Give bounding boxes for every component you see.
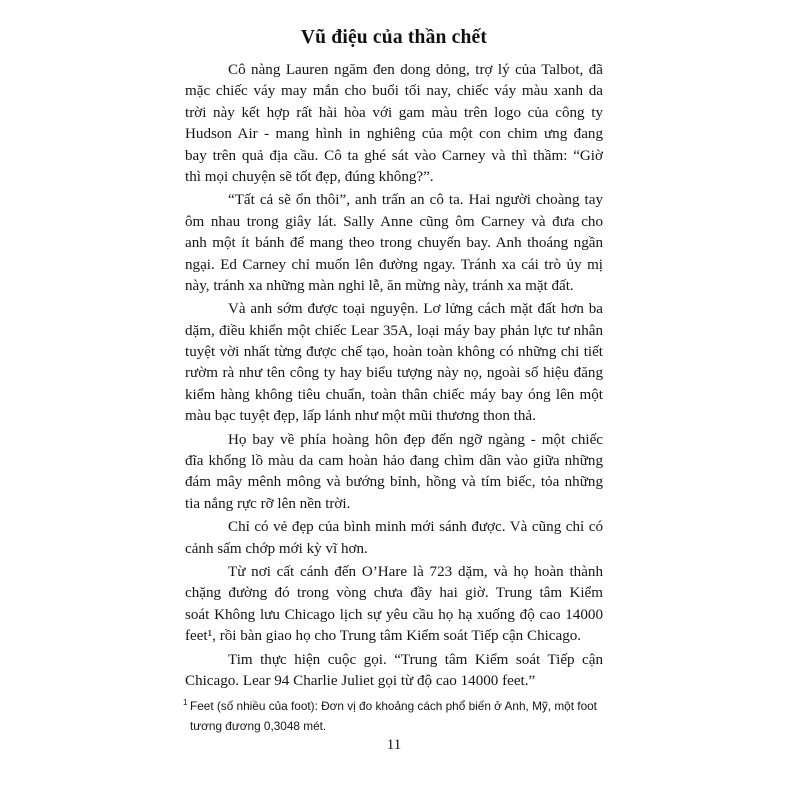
paragraph-2 [185, 190, 603, 297]
text-line: trời này kết hợp rất hài hòa với gam màu trên logo của công ty [185, 104, 603, 121]
text-line: Họ bay về phía hoàng hôn đẹp đến ngỡ ngàng - một chiếc [228, 431, 603, 448]
text-line: này, tránh xa những màn nghi lễ, ăn mừng này, tránh xa mặt đất. [185, 277, 574, 294]
footnote-line [183, 696, 603, 716]
text-line: tuyệt vời nhất từng được chế tạo, hoàn toàn không có những chi tiết [185, 344, 603, 361]
text-line: bay trên quả địa cầu. Cô ta ghé sát vào Carney và thì thầm: “Giờ [185, 147, 603, 164]
text-line: Tim thực hiện cuộc gọi. “Trung tâm Kiểm soát Tiếp cận [228, 651, 603, 668]
footnote [183, 696, 603, 736]
text-line: anh một ít bánh để mang theo trong chuyến bay. Anh thoáng ngần [185, 235, 603, 252]
text-line: thì mọi chuyện sẽ tốt đẹp, đúng không?”. [185, 168, 434, 185]
text-line: cảnh sấm chớp mới kỳ vĩ hơn. [185, 540, 368, 557]
text-line: Chỉ có vẻ đẹp của bình minh mới sánh được. Và cũng chỉ có [228, 519, 603, 536]
text-line: ngại. Ed Carney chỉ muốn lên đường ngay. Tránh xa cái trò ủy mị [185, 256, 603, 273]
text-line: tia nắng rực rỡ lên nền trời. [185, 495, 351, 512]
footnote-marker: 1 [183, 698, 188, 707]
text-line: Cô nàng Lauren ngăm đen dong dỏng, trợ lý của Talbot, đã [228, 62, 603, 78]
text-line: chặng đường đó trong vòng chưa đầy hai giờ. Trung tâm Kiểm [185, 585, 603, 602]
text-line: Chicago. Lear 94 Charlie Juliet gọi từ độ cao 14000 feet.” [185, 672, 536, 689]
text-line: ôm nhau trong giây lát. Sally Anne cũng ôm Carney và đưa cho [185, 213, 603, 230]
body-text [185, 60, 603, 694]
text-line: màu bạc tuyệt đẹp, lấp lánh như một mũi thương thon thả. [185, 408, 536, 425]
text-line: Từ nơi cất cánh đến O’Hare là 723 dặm, và họ hoàn thành [228, 563, 603, 580]
text-line: dặm, điều khiển một chiếc Lear 35A, loại máy bay phản lực tư nhân [185, 322, 603, 339]
chapter-title: Vũ điệu của thần chết [300, 27, 488, 48]
text-line: Hudson Air - mang hình in nghiêng của một con chim ưng đang [185, 126, 603, 143]
footnote-line: tương đương 0,3048 mét. [190, 719, 327, 733]
text-line: mặc chiếc váy may mắn cho buổi tối nay, chiếc váy màu xanh da [185, 83, 603, 100]
paragraph-3 [185, 299, 603, 427]
page-number: 11 [386, 737, 402, 753]
paragraph-7 [185, 650, 603, 693]
text-line: đĩa khổng lồ màu da cam hoàn hảo đang chìm dần vào giữa những [185, 453, 603, 470]
text-line: rườm rà như tên công ty hay biểu tượng này nọ, ngoài số hiệu đăng [185, 365, 603, 382]
footnote-text: Feet (số nhiều của foot): Đơn vị đo khoảng cách phổ biến ở Anh, Mỹ, một foot [190, 699, 597, 713]
text-line: đám mây mênh mông và bướng bỉnh, hồng và tím biếc, tỏa những [185, 474, 603, 491]
text-line: Và anh sớm được toại nguyện. Lơ lửng cách mặt đất hơn ba [228, 301, 603, 318]
paragraph-5 [185, 517, 603, 560]
text-line: feet¹, rồi bàn giao họ cho Trung tâm Kiểm soát Tiếp cận Chicago. [185, 628, 582, 645]
paragraph-4 [185, 430, 603, 516]
text-line: kiểm hàng không tiêu chuẩn, toàn thân chiếc máy bay óng lên một [185, 386, 603, 403]
text-line: soát Không lưu Chicago lịch sự yêu cầu họ hạ xuống độ cao 14000 [185, 606, 603, 623]
paragraph-1 [185, 60, 603, 188]
paragraph-6 [185, 562, 603, 648]
text-line: “Tất cả sẽ ổn thôi”, anh trấn an cô ta. Hai người choàng tay [228, 192, 603, 209]
